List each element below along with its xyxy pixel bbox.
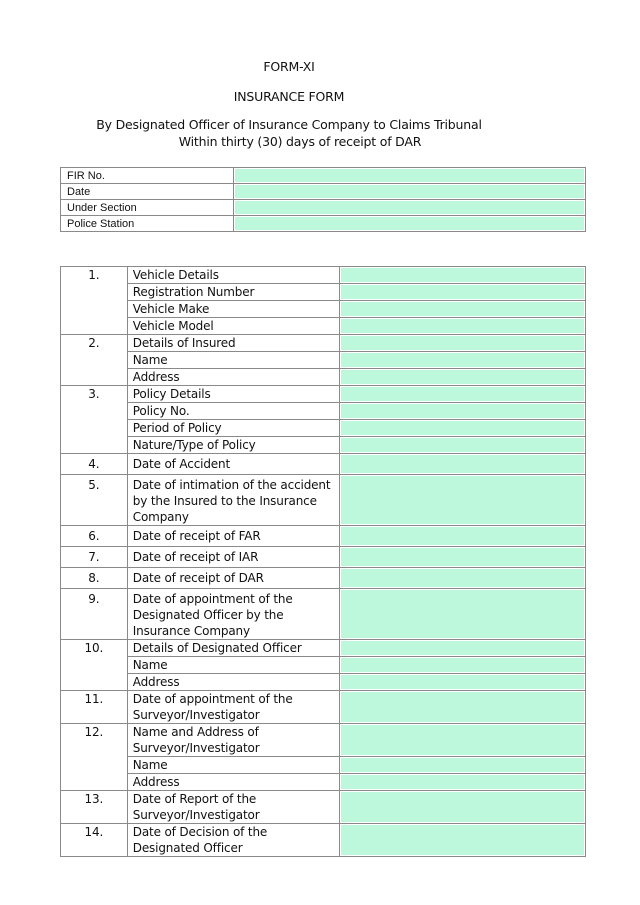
item-number: 12.: [61, 724, 128, 791]
vehicle-details-field[interactable]: [341, 268, 584, 282]
form-description-line1: By Designated Officer of Insurance Company to Claims Tribunal: [96, 117, 482, 132]
table-row: [61, 791, 586, 824]
form-subtitle: INSURANCE FORM: [233, 89, 345, 104]
surveyor-appointment-date-field[interactable]: [341, 692, 584, 722]
officer-decision-date-label: Date of Decision of the Designated Officer: [127, 824, 340, 857]
table-row: [61, 589, 586, 640]
date-field[interactable]: [235, 185, 584, 198]
officer-name-field[interactable]: [341, 658, 584, 672]
policy-period-label: Period of Policy: [127, 420, 340, 437]
policy-no-label: Policy No.: [127, 403, 340, 420]
officer-address-label: Address: [127, 674, 340, 691]
fir-no-label: FIR No.: [61, 168, 234, 184]
table-row: [61, 318, 586, 335]
item-number: 4.: [61, 454, 128, 475]
item-number: 3.: [61, 386, 128, 454]
table-row: [61, 674, 586, 691]
policy-details-field[interactable]: [341, 387, 584, 401]
officer-decision-date-field[interactable]: [341, 825, 584, 855]
police-station-label: Police Station: [61, 216, 234, 232]
item-number: 8.: [61, 568, 128, 589]
surveyor-appointment-date-label: Date of appointment of the Surveyor/Investigator: [127, 691, 340, 724]
officer-details-field[interactable]: [341, 641, 584, 655]
surveyor-name-field[interactable]: [341, 758, 584, 772]
insurance-details-table: [60, 266, 586, 857]
officer-appointment-date-field[interactable]: [341, 590, 584, 638]
item-number: 10.: [61, 640, 128, 691]
table-row: [61, 200, 586, 216]
table-row: [61, 691, 586, 724]
item-number: 2.: [61, 335, 128, 386]
registration-number-field[interactable]: [341, 285, 584, 299]
table-row: [61, 352, 586, 369]
table-row: [61, 454, 586, 475]
table-row: [61, 403, 586, 420]
table-row: [61, 640, 586, 657]
vehicle-model-label: Vehicle Model: [127, 318, 340, 335]
officer-name-label: Name: [127, 657, 340, 674]
vehicle-make-field[interactable]: [341, 302, 584, 316]
table-row: [61, 437, 586, 454]
policy-period-field[interactable]: [341, 421, 584, 435]
table-row: [61, 386, 586, 403]
table-row: [61, 774, 586, 791]
table-row: [61, 267, 586, 284]
table-row: [61, 824, 586, 857]
table-row: [61, 420, 586, 437]
table-row: [61, 757, 586, 774]
item-number: 5.: [61, 475, 128, 526]
fir-details-table: [60, 167, 586, 232]
table-row: [61, 568, 586, 589]
table-row: [61, 475, 586, 526]
vehicle-make-label: Vehicle Make: [127, 301, 340, 318]
insured-details-field[interactable]: [341, 336, 584, 350]
dar-receipt-date-label: Date of receipt of DAR: [127, 568, 340, 589]
form-description-line2: Within thirty (30) days of receipt of DAR: [178, 134, 422, 149]
intimation-date-field[interactable]: [341, 476, 584, 524]
item-number: 14.: [61, 824, 128, 857]
insured-name-label: Name: [127, 352, 340, 369]
item-number: 7.: [61, 547, 128, 568]
table-row: [61, 168, 586, 184]
intimation-date-label: Date of intimation of the accident by the Insured to the Insurance Company: [127, 475, 340, 526]
far-receipt-date-label: Date of receipt of FAR: [127, 526, 340, 547]
fir-no-field[interactable]: [235, 169, 584, 182]
table-row: [61, 657, 586, 674]
iar-receipt-date-field[interactable]: [341, 548, 584, 566]
table-row: [61, 724, 586, 757]
policy-no-field[interactable]: [341, 404, 584, 418]
dar-receipt-date-field[interactable]: [341, 569, 584, 587]
surveyor-details-field[interactable]: [341, 725, 584, 755]
surveyor-report-date-field[interactable]: [341, 792, 584, 822]
surveyor-report-date-label: Date of Report of the Surveyor/Investigator: [127, 791, 340, 824]
table-row: [61, 301, 586, 318]
officer-appointment-date-label: Date of appointment of the Designated Officer by the Insurance Company: [127, 589, 340, 640]
item-number: 13.: [61, 791, 128, 824]
policy-type-label: Nature/Type of Policy: [127, 437, 340, 454]
item-number: 1.: [61, 267, 128, 335]
insured-address-field[interactable]: [341, 370, 584, 384]
table-row: [61, 216, 586, 232]
officer-details-label: Details of Designated Officer: [127, 640, 340, 657]
far-receipt-date-field[interactable]: [341, 527, 584, 545]
insured-address-label: Address: [127, 369, 340, 386]
police-station-field[interactable]: [235, 217, 584, 230]
policy-details-label: Policy Details: [127, 386, 340, 403]
accident-date-label: Date of Accident: [127, 454, 340, 475]
table-row: [61, 184, 586, 200]
surveyor-address-label: Address: [127, 774, 340, 791]
table-row: [61, 526, 586, 547]
officer-address-field[interactable]: [341, 675, 584, 689]
insured-details-label: Details of Insured: [127, 335, 340, 352]
accident-date-field[interactable]: [341, 455, 584, 473]
item-number: 11.: [61, 691, 128, 724]
surveyor-name-label: Name: [127, 757, 340, 774]
vehicle-model-field[interactable]: [341, 319, 584, 333]
surveyor-details-label: Name and Address of Surveyor/Investigator: [127, 724, 340, 757]
surveyor-address-field[interactable]: [341, 775, 584, 789]
item-number: 9.: [61, 589, 128, 640]
form-title: FORM-XI: [263, 59, 315, 74]
under-section-field[interactable]: [235, 201, 584, 214]
insured-name-field[interactable]: [341, 353, 584, 367]
under-section-label: Under Section: [61, 200, 234, 216]
iar-receipt-date-label: Date of receipt of IAR: [127, 547, 340, 568]
policy-type-field[interactable]: [341, 438, 584, 452]
table-row: [61, 369, 586, 386]
item-number: 6.: [61, 526, 128, 547]
table-row: [61, 335, 586, 352]
registration-number-label: Registration Number: [127, 284, 340, 301]
vehicle-details-label: Vehicle Details: [127, 267, 340, 284]
date-label: Date: [61, 184, 234, 200]
table-row: [61, 284, 586, 301]
table-row: [61, 547, 586, 568]
